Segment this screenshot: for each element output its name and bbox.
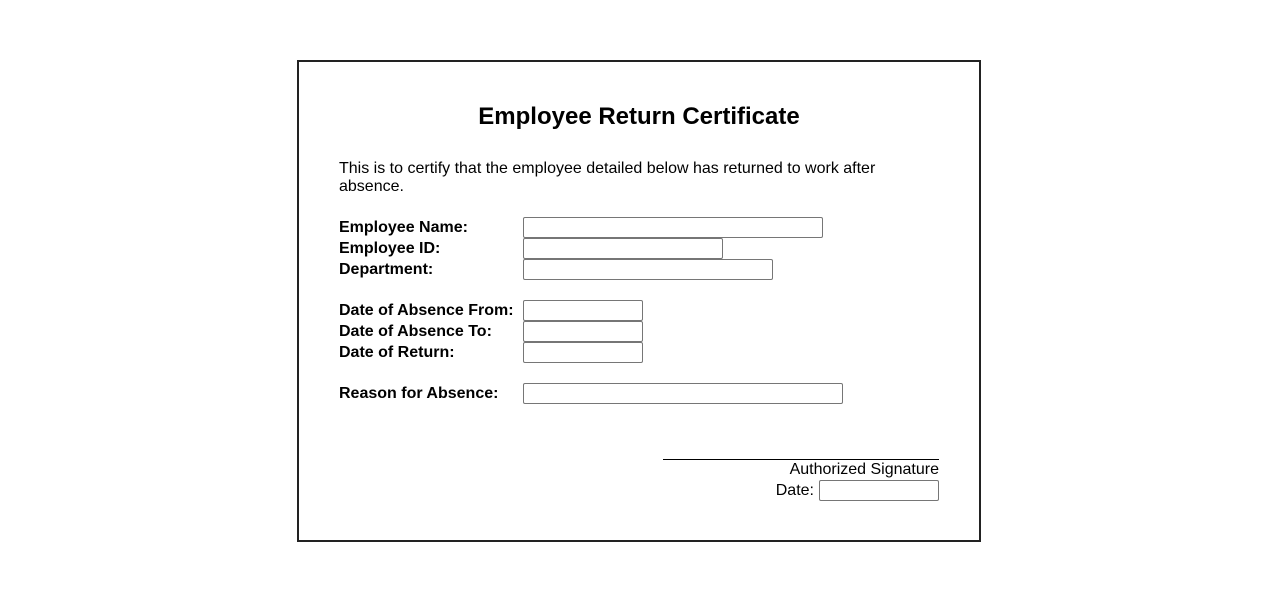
employee-id-label: Employee ID: xyxy=(339,240,441,257)
signature-date-label: Date: xyxy=(775,482,814,499)
signature-date-row xyxy=(769,480,939,501)
signature-line xyxy=(663,459,939,460)
certificate-intro: This is to certify that the employee detailed below has returned to work after absence. xyxy=(339,160,876,195)
employee-id-input[interactable] xyxy=(523,238,723,259)
reason-label: Reason for Absence: xyxy=(339,385,499,402)
certificate-title: Employee Return Certificate xyxy=(478,103,800,130)
absence-from-input[interactable] xyxy=(523,300,643,321)
absence-to-label: Date of Absence To: xyxy=(339,323,492,340)
department-input[interactable] xyxy=(523,259,773,280)
reason-input[interactable] xyxy=(523,383,843,404)
signature-date-input[interactable] xyxy=(819,480,939,501)
absence-from-label: Date of Absence From: xyxy=(339,302,514,319)
certificate-panel xyxy=(297,60,981,542)
signature-label: Authorized Signature xyxy=(789,461,939,478)
return-date-label: Date of Return: xyxy=(339,344,455,361)
employee-name-label: Employee Name: xyxy=(339,219,468,236)
employee-name-input[interactable] xyxy=(523,217,823,238)
department-label: Department: xyxy=(339,261,434,278)
return-date-input[interactable] xyxy=(523,342,643,363)
absence-to-input[interactable] xyxy=(523,321,643,342)
